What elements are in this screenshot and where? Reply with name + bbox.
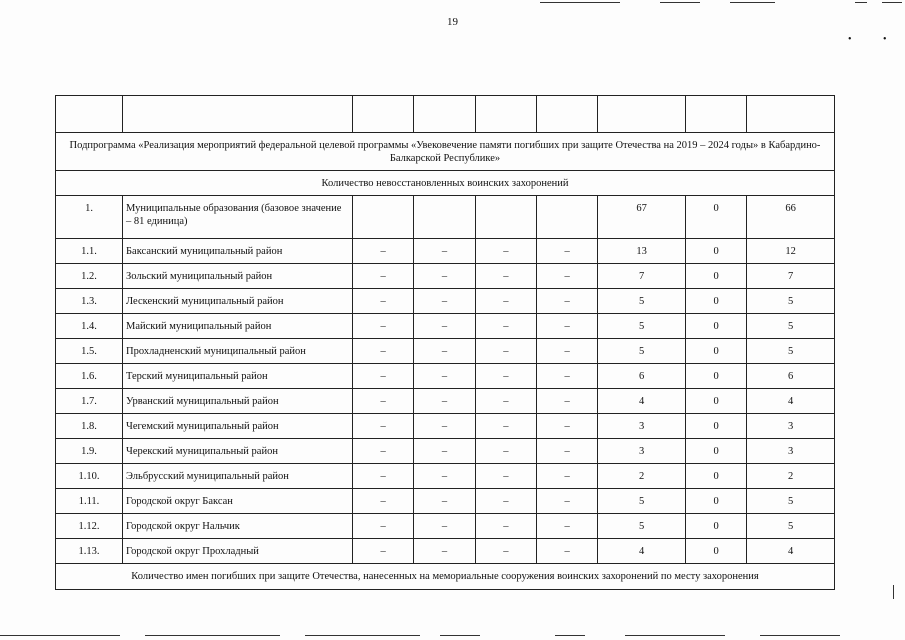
row-number: 1.3. bbox=[56, 289, 123, 314]
value-cell: 0 bbox=[685, 289, 746, 314]
scan-artifact-line bbox=[0, 635, 120, 636]
scan-artifact-line bbox=[760, 635, 840, 636]
value-cell bbox=[475, 196, 536, 239]
row-name: Городской округ Прохладный bbox=[123, 539, 353, 564]
value-cell: – bbox=[353, 539, 414, 564]
value-cell: – bbox=[414, 489, 475, 514]
value-cell: 4 bbox=[747, 389, 835, 414]
value-cell: – bbox=[475, 414, 536, 439]
scan-artifact-dot: • bbox=[848, 34, 852, 45]
value-cell: 5 bbox=[747, 314, 835, 339]
subprogram-heading-row bbox=[56, 133, 835, 171]
row-number: 1.12. bbox=[56, 514, 123, 539]
value-cell: 0 bbox=[685, 239, 746, 264]
value-cell: 5 bbox=[747, 514, 835, 539]
value-cell bbox=[353, 196, 414, 239]
value-cell: – bbox=[475, 239, 536, 264]
value-cell: – bbox=[475, 464, 536, 489]
table-row bbox=[56, 289, 835, 314]
value-cell: 0 bbox=[685, 514, 746, 539]
category-heading-row bbox=[56, 171, 835, 196]
value-cell bbox=[536, 196, 597, 239]
value-cell: – bbox=[536, 239, 597, 264]
row-number: 1.5. bbox=[56, 339, 123, 364]
row-name: Муниципальные образования (базовое значение – 81 единица) bbox=[123, 196, 353, 239]
value-cell: 4 bbox=[747, 539, 835, 564]
value-cell: – bbox=[536, 514, 597, 539]
value-cell: – bbox=[536, 289, 597, 314]
row-name: Черекский муниципальный район bbox=[123, 439, 353, 464]
table-row bbox=[56, 364, 835, 389]
value-cell bbox=[414, 196, 475, 239]
scan-artifact-line bbox=[730, 2, 775, 3]
table-row bbox=[56, 514, 835, 539]
value-cell: 12 bbox=[747, 239, 835, 264]
row-number: 1.10. bbox=[56, 464, 123, 489]
value-cell: 3 bbox=[747, 439, 835, 464]
scan-artifact-line bbox=[555, 635, 585, 636]
scan-artifact-line bbox=[625, 635, 725, 636]
table-row bbox=[56, 389, 835, 414]
value-cell: – bbox=[536, 439, 597, 464]
table-row bbox=[56, 539, 835, 564]
row-name: Городской округ Баксан bbox=[123, 489, 353, 514]
row-number: 1.11. bbox=[56, 489, 123, 514]
value-cell: 13 bbox=[598, 239, 686, 264]
row-name: Эльбрусский муниципальный район bbox=[123, 464, 353, 489]
value-cell: – bbox=[414, 264, 475, 289]
scan-artifact-line bbox=[145, 635, 280, 636]
value-cell: 2 bbox=[598, 464, 686, 489]
value-cell: – bbox=[353, 364, 414, 389]
row-name: Терский муниципальный район bbox=[123, 364, 353, 389]
value-cell: 0 bbox=[685, 489, 746, 514]
row-number: 1.1. bbox=[56, 239, 123, 264]
value-cell: 4 bbox=[598, 539, 686, 564]
value-cell: 3 bbox=[747, 414, 835, 439]
value-cell: – bbox=[414, 289, 475, 314]
value-cell: – bbox=[414, 439, 475, 464]
value-cell: 3 bbox=[598, 439, 686, 464]
value-cell: 4 bbox=[598, 389, 686, 414]
table-row bbox=[56, 414, 835, 439]
value-cell: 7 bbox=[747, 264, 835, 289]
table-row bbox=[56, 314, 835, 339]
value-cell: 5 bbox=[598, 339, 686, 364]
value-cell: – bbox=[353, 489, 414, 514]
value-cell: 67 bbox=[598, 196, 686, 239]
value-cell: 0 bbox=[685, 196, 746, 239]
value-cell: – bbox=[353, 314, 414, 339]
row-number: 1.7. bbox=[56, 389, 123, 414]
value-cell: – bbox=[536, 539, 597, 564]
value-cell: – bbox=[353, 464, 414, 489]
value-cell: 0 bbox=[685, 264, 746, 289]
table-row bbox=[56, 339, 835, 364]
row-number: 1.4. bbox=[56, 314, 123, 339]
value-cell: – bbox=[414, 464, 475, 489]
row-name: Прохладненский муниципальный район bbox=[123, 339, 353, 364]
value-cell: – bbox=[536, 314, 597, 339]
scan-artifact-line bbox=[893, 585, 894, 599]
value-cell: 5 bbox=[598, 289, 686, 314]
value-cell: – bbox=[475, 314, 536, 339]
value-cell: 66 bbox=[747, 196, 835, 239]
value-cell: 0 bbox=[685, 339, 746, 364]
scan-artifact-line bbox=[440, 635, 480, 636]
value-cell: 6 bbox=[747, 364, 835, 389]
value-cell: – bbox=[475, 339, 536, 364]
row-name: Чегемский муниципальный район bbox=[123, 414, 353, 439]
scan-artifact-dot: • bbox=[883, 34, 887, 45]
row-number: 1.8. bbox=[56, 414, 123, 439]
row-name: Лескенский муниципальный район bbox=[123, 289, 353, 314]
table-row bbox=[56, 439, 835, 464]
value-cell: – bbox=[353, 389, 414, 414]
scan-artifact-line bbox=[305, 635, 420, 636]
row-name: Баксанский муниципальный район bbox=[123, 239, 353, 264]
value-cell: 0 bbox=[685, 314, 746, 339]
table-row bbox=[56, 264, 835, 289]
value-cell: 5 bbox=[598, 514, 686, 539]
value-cell: – bbox=[475, 439, 536, 464]
table-row bbox=[56, 489, 835, 514]
value-cell: 0 bbox=[685, 464, 746, 489]
value-cell: – bbox=[475, 489, 536, 514]
subprogram-heading: Подпрограмма «Реализация мероприятий федеральной целевой программы «Увековечение памяти погибших при защите Отечества на 2019 – 2024 годы» в Кабардино-Балкарской Республике» bbox=[56, 133, 835, 171]
value-cell: – bbox=[353, 289, 414, 314]
value-cell: 5 bbox=[747, 289, 835, 314]
value-cell: 0 bbox=[685, 414, 746, 439]
row-number: 1. bbox=[56, 196, 123, 239]
value-cell: – bbox=[536, 364, 597, 389]
value-cell: – bbox=[475, 289, 536, 314]
value-cell: 5 bbox=[598, 489, 686, 514]
value-cell: – bbox=[475, 539, 536, 564]
row-name: Урванский муниципальный район bbox=[123, 389, 353, 414]
table-header-row bbox=[56, 96, 835, 133]
value-cell: – bbox=[414, 239, 475, 264]
table-row bbox=[56, 464, 835, 489]
category-heading: Количество невосстановленных воинских захоронений bbox=[56, 171, 835, 196]
scan-artifact-line bbox=[660, 2, 700, 3]
value-cell: – bbox=[475, 264, 536, 289]
value-cell: – bbox=[353, 339, 414, 364]
row-number: 1.13. bbox=[56, 539, 123, 564]
table-row bbox=[56, 239, 835, 264]
value-cell: 3 bbox=[598, 414, 686, 439]
value-cell: – bbox=[536, 264, 597, 289]
footer-heading-row bbox=[56, 564, 835, 590]
value-cell: – bbox=[353, 264, 414, 289]
value-cell: – bbox=[414, 314, 475, 339]
value-cell: – bbox=[353, 239, 414, 264]
value-cell: – bbox=[353, 439, 414, 464]
row-number: 1.9. bbox=[56, 439, 123, 464]
value-cell: – bbox=[414, 414, 475, 439]
scan-artifact-line bbox=[855, 2, 867, 3]
value-cell: 5 bbox=[598, 314, 686, 339]
value-cell: 5 bbox=[747, 489, 835, 514]
value-cell: – bbox=[536, 489, 597, 514]
value-cell: – bbox=[475, 514, 536, 539]
value-cell: – bbox=[475, 364, 536, 389]
value-cell: – bbox=[536, 339, 597, 364]
value-cell: 6 bbox=[598, 364, 686, 389]
value-cell: 5 bbox=[747, 339, 835, 364]
value-cell: – bbox=[414, 339, 475, 364]
value-cell: 7 bbox=[598, 264, 686, 289]
value-cell: 0 bbox=[685, 439, 746, 464]
value-cell: – bbox=[414, 539, 475, 564]
value-cell: 0 bbox=[685, 389, 746, 414]
value-cell: – bbox=[353, 514, 414, 539]
value-cell: 2 bbox=[747, 464, 835, 489]
indicators-table bbox=[55, 95, 835, 590]
scan-artifact-line bbox=[540, 2, 620, 3]
scan-artifact-line bbox=[882, 2, 902, 3]
value-cell: – bbox=[353, 414, 414, 439]
value-cell: – bbox=[414, 364, 475, 389]
value-cell: – bbox=[536, 464, 597, 489]
value-cell: – bbox=[536, 414, 597, 439]
value-cell: – bbox=[536, 389, 597, 414]
value-cell: 0 bbox=[685, 364, 746, 389]
row-name: Городской округ Нальчик bbox=[123, 514, 353, 539]
value-cell: – bbox=[475, 389, 536, 414]
footer-heading: Количество имен погибших при защите Отечества, нанесенных на мемориальные сооружения воинских захоронений по месту захоронения bbox=[56, 564, 835, 590]
value-cell: – bbox=[414, 514, 475, 539]
value-cell: 0 bbox=[685, 539, 746, 564]
page-number: 19 bbox=[447, 16, 458, 28]
row-name: Зольский муниципальный район bbox=[123, 264, 353, 289]
value-cell: – bbox=[414, 389, 475, 414]
row-name: Майский муниципальный район bbox=[123, 314, 353, 339]
total-row bbox=[56, 196, 835, 239]
row-number: 1.2. bbox=[56, 264, 123, 289]
row-number: 1.6. bbox=[56, 364, 123, 389]
